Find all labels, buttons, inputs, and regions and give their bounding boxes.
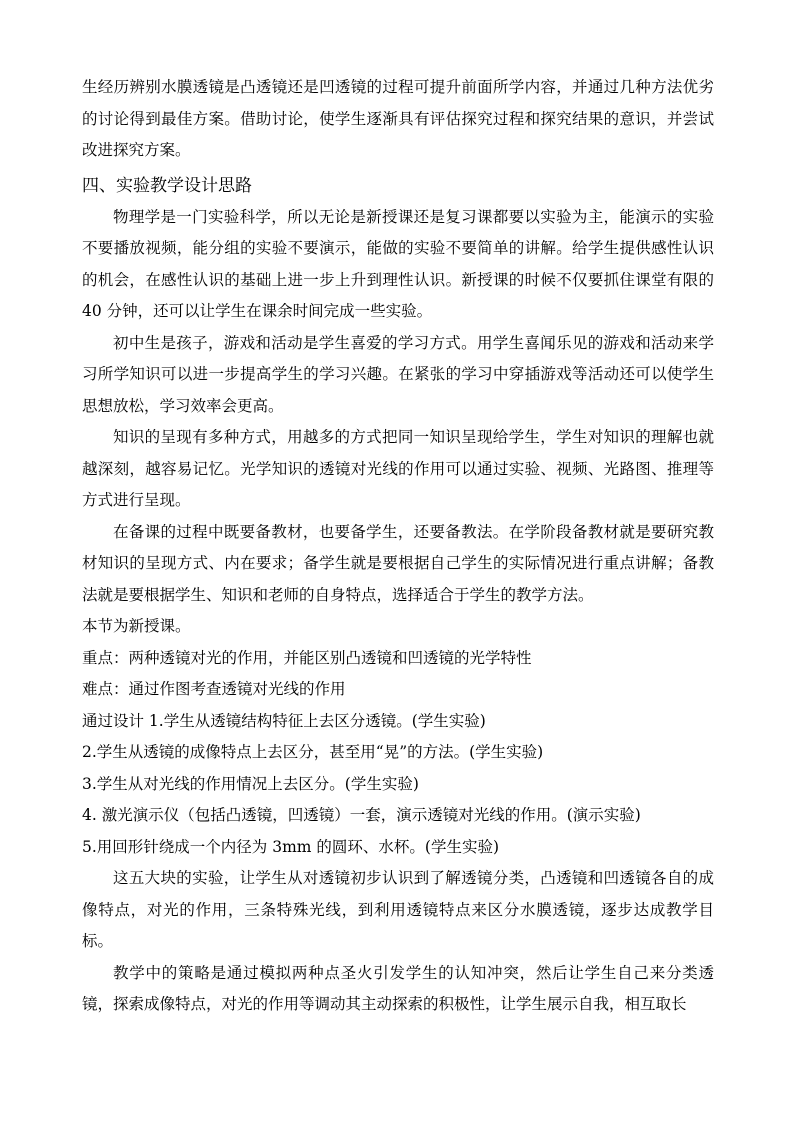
paragraph-games-activities: 初中生是孩子，游戏和活动是学生喜爱的学习方式。用学生喜闻乐见的游戏和活动来学习所学知识可以进一步提高学生的学习兴趣。在紧张的学习中穿插游戏等活动还可以使学生思想放松，学习效率会更高。 [82,333,714,415]
paragraph-teaching-strategy: 教学中的策略是通过模拟两种点圣火引发学生的认知冲突，然后让学生自己来分类透镜，探索成像特点，对光的作用等调动其主动探索的积极性，让学生展示自我，相互取长 [82,963,714,1013]
line-difficult-point: 难点：通过作图考查透镜对光线的作用 [82,680,346,698]
line-key-point: 重点：两种透镜对光的作用，并能区别凸透镜和凹透镜的光学特性 [82,648,532,667]
line-design-item-2: 2.学生从透镜的成像特点上去区分，甚至用“晃”的方法。(学生实验) [82,743,544,761]
paragraph-five-experiments: 这五大块的实验，让学生从对透镜初步认识到了解透镜分类，凸透镜和凹透镜各自的成像特点，对光的作用，三条特殊光线，到利用透镜特点来区分水膜透镜，逐步达成教学目标。 [82,869,714,950]
section-heading: 四、实验教学设计思路 [82,175,252,196]
paragraph-experiment-science: 物理学是一门实验科学，所以无论是新授课还是复习课都要以实验为主，能演示的实验不要播放视频，能分组的实验不要演示，能做的实验不要简单的讲解。给学生提供感性认识的机会，在感性认识的基础上进一步上升到理性认识。新授课的时候不仅要抓住课堂有限的 40 分钟，还可以让学生在课余时间完成一些实验。 [82,207,714,320]
paragraph-knowledge-presentation: 知识的呈现有多种方式，用越多的方式把同一知识呈现给学生，学生对知识的理解也就越深刻，越容易记忆。光学知识的透镜对光线的作用可以通过实验、视频、光路图、推理等方式进行呈现。 [82,428,714,509]
document-page [82,72,714,1021]
line-design-item-4: 4. 激光演示仪（包括凸透镜，凹透镜）一套，演示透镜对光线的作用。(演示实验) [82,806,641,824]
line-design-item-5: 5.用回形针绕成一个内径为 3mm 的圆环、水杯。(学生实验) [82,837,499,856]
line-design-item-1: 通过设计 1.学生从透镜结构特征上去区分透镜。(学生实验) [82,711,486,730]
paragraph-lesson-preparation: 在备课的过程中既要备教材，也要备学生，还要备教法。在学阶段备教材就是要研究教材知识的呈现方式、内在要求；备学生就是要根据自己学生的实际情况进行重点讲解；备教法就是要根据学生、知识和老师的自身特点，选择适合于学生的教学方法。 [82,522,714,604]
line-design-item-3: 3.学生从对光线的作用情况上去区分。(学生实验) [82,774,419,793]
continuation-paragraph: 生经历辨别水膜透镜是凸透镜还是凹透镜的过程可提升前面所学内容，并通过几种方法优劣的讨论得到最佳方案。借助讨论，使学生逐渐具有评估探究过程和探究结果的意识，并尝试改进探究方案。 [82,78,714,159]
line-new-lesson: 本节为新授课。 [82,617,191,635]
